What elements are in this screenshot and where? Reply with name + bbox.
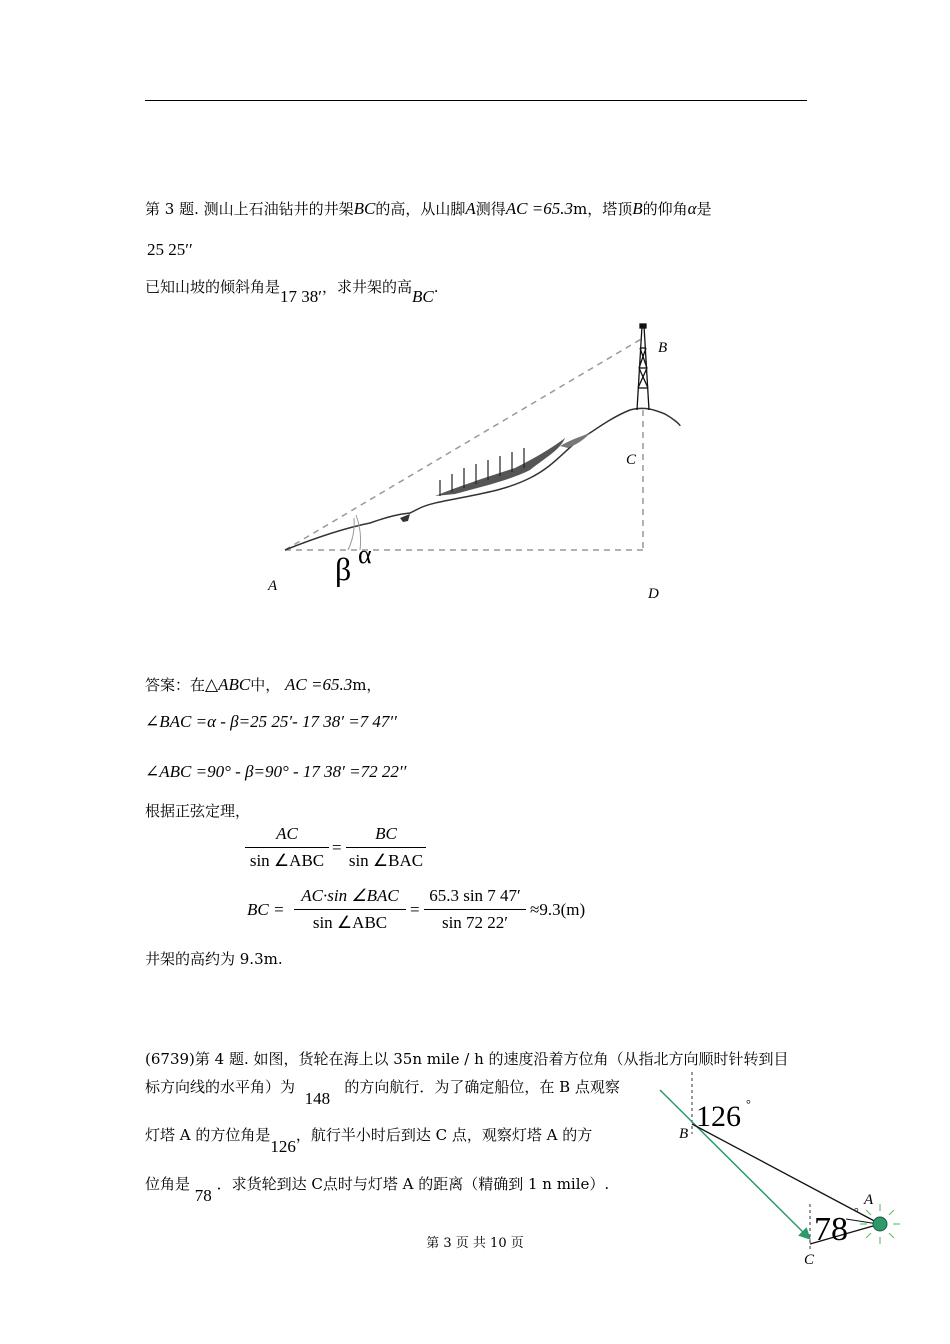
angle-b-degree: °	[746, 1097, 751, 1111]
line-b-to-a	[692, 1124, 880, 1224]
problem4-line3: 灯塔 A 的方位角是126，航行半小时后到达 C 点，观察灯塔 A 的方	[145, 1126, 593, 1156]
rock-shape	[400, 514, 410, 522]
fraction-ac-sin-bac: AC·sin ∠BAC sin ∠ABC	[294, 886, 406, 933]
figure3-diagram	[260, 318, 700, 608]
equals-sign-2: =	[410, 900, 420, 919]
page-footer: 第 3 页 共 10 页	[426, 1236, 524, 1251]
angle-c-degree: °	[854, 1205, 859, 1219]
fraction-numeric: 65.3 sin 7 47′ sin 72 22′	[424, 886, 526, 933]
label-d: D	[648, 586, 659, 602]
header-rule	[145, 100, 807, 101]
lighthouse-icon	[873, 1217, 887, 1231]
label-alpha: α	[358, 540, 372, 569]
problem3-statement-line2: 已知山坡的倾斜角是17 38′，求井架的高BC.	[145, 278, 439, 306]
label-a-fig4: A	[864, 1192, 874, 1208]
angle-c-label: 78	[814, 1211, 848, 1248]
fraction-ac-over-sin-abc: AC sin ∠ABC	[245, 824, 329, 871]
answer3-law-of-sines: 根据正弦定理，	[145, 802, 251, 820]
problem3-alpha-value: 25 25′′	[147, 240, 193, 259]
beta-arc	[348, 518, 354, 550]
problem4-line2: 标方向线的水平角）为 148 的方向航行．为了确定船位，在 B 点观察	[145, 1078, 620, 1108]
answer3-intro: 答案：在△ABC中， AC =65.3m，	[145, 675, 382, 694]
approx-result: ≈9.3(m)	[530, 900, 586, 919]
answer3-equation-abc: ∠ABC =90° - β=90° - 17 38′ =72 22′′	[145, 762, 407, 781]
problem4-line1: (6739)第 4 题. 如图，货轮在海上以 35n mile / h 的速度沿着方位角（从指北方向顺时针转到目	[145, 1050, 789, 1068]
label-b-fig4: B	[679, 1126, 689, 1142]
hill-shade	[560, 433, 590, 448]
tree-group	[440, 448, 524, 496]
equals-sign: =	[332, 838, 342, 857]
answer3-equation-bac: ∠BAC =α - β=25 25′- 17 38′ =7 47′′	[145, 712, 397, 731]
angle-b-label: 126	[696, 1100, 741, 1133]
label-c: C	[626, 452, 637, 468]
answer3-conclusion: 井架的高约为 9.3m.	[145, 950, 283, 968]
line-ab-dashed	[285, 338, 643, 550]
label-c-fig4: C	[804, 1252, 815, 1268]
label-b: B	[658, 340, 668, 356]
fraction-bc-over-sin-bac: BC sin ∠BAC	[346, 824, 426, 871]
label-beta: β	[335, 551, 352, 587]
label-a: A	[268, 578, 278, 594]
problem3-statement-line1: 第 3 题. 测山上石油钻井的井架BC的高，从山脚A测得AC =65.3m，塔顶B的仰角α是	[145, 199, 712, 218]
problem4-line4: 位角是 78 ．求货轮到达 C点时与灯塔 A 的距离（精确到 1 n mile）.	[145, 1175, 610, 1205]
derrick-tower	[637, 324, 649, 410]
bc-lhs: BC =	[247, 900, 285, 919]
